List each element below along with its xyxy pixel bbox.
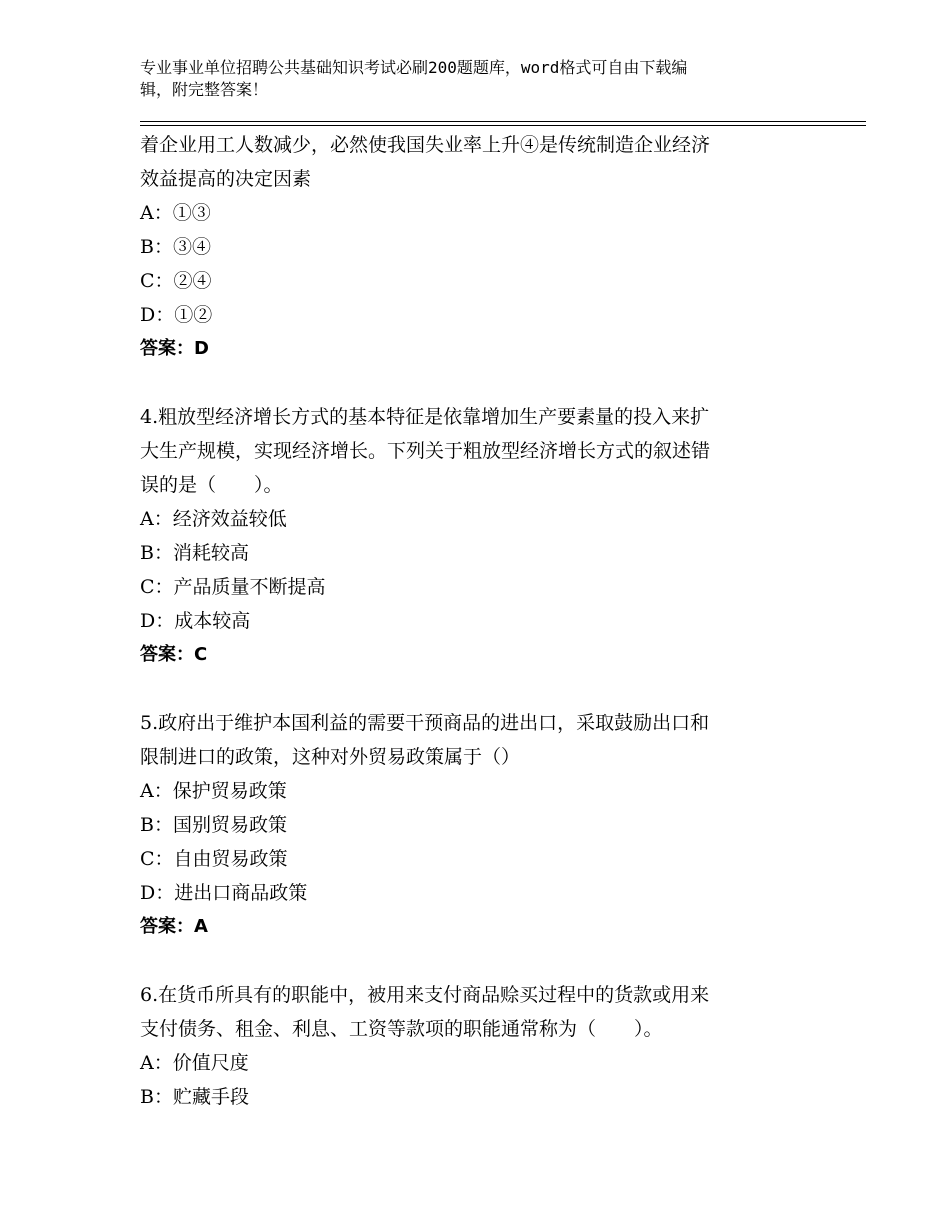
question-text-line: 着企业用工人数减少，必然使我国失业率上升④是传统制造企业经济 (140, 134, 711, 156)
option-b: B：国别贸易政策 (140, 814, 287, 836)
header-line-1: 专业事业单位招聘公共基础知识考试必刷200题题库，word格式可自由下载编 (140, 58, 688, 77)
option-b: B：消耗较高 (140, 542, 249, 564)
option-d: D：①② (140, 304, 213, 326)
header-line-2: 辑，附完整答案！ (140, 80, 269, 99)
question-3-continued (140, 128, 820, 366)
question-text-line: 限制进口的政策，这种对外贸易政策属于（） (140, 746, 521, 768)
document-header (140, 57, 800, 101)
question-text-line: 6.在货币所具有的职能中，被用来支付商品赊买过程中的货款或用来 (140, 984, 710, 1006)
question-6 (140, 978, 820, 1114)
spacer (140, 366, 820, 400)
question-text-line: 5.政府出于维护本国利益的需要干预商品的进出口，采取鼓励出口和 (140, 712, 710, 734)
option-c: C：产品质量不断提高 (140, 576, 326, 598)
header-divider-thin (140, 125, 866, 126)
option-c: C：自由贸易政策 (140, 848, 288, 870)
answer-label: 答案：D (140, 338, 209, 359)
option-b: B：③④ (140, 236, 211, 258)
question-4 (140, 400, 820, 672)
question-text-line: 支付债务、租金、利息、工资等款项的职能通常称为（ ）。 (140, 1018, 663, 1040)
answer-label: 答案：A (140, 916, 208, 937)
question-text-line: 4.粗放型经济增长方式的基本特征是依靠增加生产要素量的投入来扩 (140, 406, 710, 428)
option-b: B：贮藏手段 (140, 1086, 249, 1108)
option-c: C：②④ (140, 270, 212, 292)
option-a: A：保护贸易政策 (140, 780, 287, 802)
question-5 (140, 706, 820, 944)
question-text-line: 误的是（ ）。 (140, 474, 283, 496)
spacer (140, 944, 820, 978)
option-a: A：①③ (140, 202, 211, 224)
option-d: D：进出口商品政策 (140, 882, 308, 904)
header-divider-thick (140, 121, 866, 122)
option-a: A：价值尺度 (140, 1052, 249, 1074)
question-list (140, 128, 820, 1114)
option-a: A：经济效益较低 (140, 508, 287, 530)
question-text-line: 大生产规模，实现经济增长。下列关于粗放型经济增长方式的叙述错 (140, 440, 711, 462)
question-text-line: 效益提高的决定因素 (140, 168, 312, 190)
answer-label: 答案：C (140, 644, 208, 665)
spacer (140, 672, 820, 706)
option-d: D：成本较高 (140, 610, 251, 632)
